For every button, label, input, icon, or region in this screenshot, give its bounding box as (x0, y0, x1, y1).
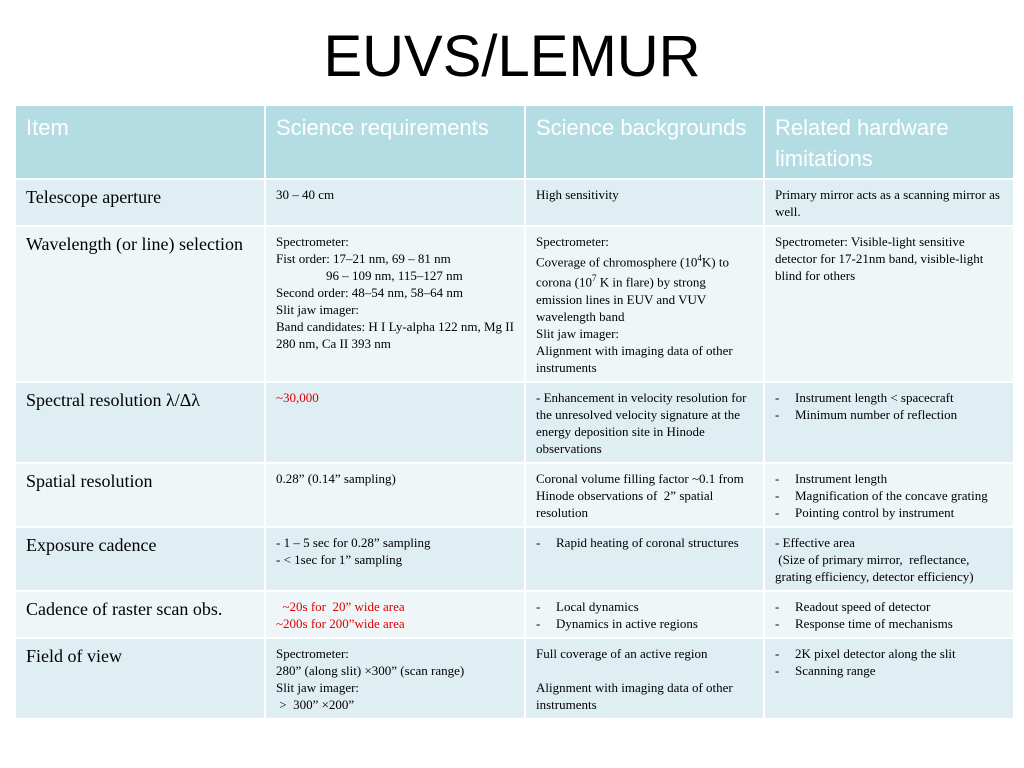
requirement-cell: ~20s for 20” wide area ~200s for 200”wide area (265, 591, 525, 638)
item-cell: Telescope aperture (15, 179, 265, 226)
requirements-table (14, 104, 1015, 720)
header-hardware-limitations: Related hardware limitations (764, 105, 1014, 179)
table-row (15, 527, 1014, 591)
table-row (15, 382, 1014, 463)
background-cell: - Local dynamics - Dynamics in active regions (525, 591, 764, 638)
item-cell: Exposure cadence (15, 527, 265, 591)
hardware-cell: Spectrometer: Visible-light sensitive detector for 17-21nm band, visible-light blind for others (764, 226, 1014, 382)
requirement-cell: 30 – 40 cm (265, 179, 525, 226)
requirement-cell: Spectrometer: Fist order: 17–21 nm, 69 – 81 nm 96 – 109 nm, 115–127 nm Second order: 48–54 nm, 58–64 nm Slit jaw imager: Band candidates: H I Ly-alpha 122 nm, Mg II 280 nm, Ca II 393 nm (265, 226, 525, 382)
hardware-cell: Primary mirror acts as a scanning mirror as well. (764, 179, 1014, 226)
background-cell: Spectrometer: Coverage of chromosphere $(10^4K)$ to corona ($10^7$ K in flare) by strong emission lines in EUV and VUV wavelength band Slit jaw imager: Alignment with imaging data of other instruments (525, 226, 764, 382)
table-row (15, 179, 1014, 226)
table-row (15, 226, 1014, 382)
hardware-cell: - 2K pixel detector along the slit - Scanning range (764, 638, 1014, 719)
background-cell: - Enhancement in velocity resolution for the unresolved velocity signature at the energy deposition site in Hinode observations (525, 382, 764, 463)
item-cell: Cadence of raster scan obs. (15, 591, 265, 638)
background-cell: High sensitivity (525, 179, 764, 226)
header-item: Item (15, 105, 265, 179)
slide-title: EUVS/LEMUR (323, 24, 701, 89)
header-science-requirements: Science requirements (265, 105, 525, 179)
hardware-cell: - Instrument length < spacecraft - Minimum number of reflection (764, 382, 1014, 463)
table-header-row (15, 105, 1014, 179)
requirement-cell: - 1 – 5 sec for 0.28” sampling - < 1sec for 1” sampling (265, 527, 525, 591)
item-cell: Wavelength (or line) selection (15, 226, 265, 382)
hardware-cell: - Readout speed of detector - Response time of mechanisms (764, 591, 1014, 638)
hardware-cell: - Effective area (Size of primary mirror, reflectance, grating efficiency, detector efficiency) (764, 527, 1014, 591)
header-science-backgrounds: Science backgrounds (525, 105, 764, 179)
item-cell: Spectral resolution λ/Δλ (15, 382, 265, 463)
hardware-cell: - Instrument length - Magnification of the concave grating - Pointing control by instrument (764, 463, 1014, 527)
requirement-cell: ~30,000 (265, 382, 525, 463)
requirement-cell: Spectrometer: 280” (along slit) ×300” (scan range) Slit jaw imager: > 300” ×200” (265, 638, 525, 719)
background-cell: Coronal volume filling factor ~0.1 from Hinode observations of 2” spatial resolution (525, 463, 764, 527)
background-cell: Full coverage of an active region Alignment with imaging data of other instruments (525, 638, 764, 719)
table-row (15, 638, 1014, 719)
item-cell: Field of view (15, 638, 265, 719)
requirement-cell: 0.28” (0.14” sampling) (265, 463, 525, 527)
table-row (15, 463, 1014, 527)
background-cell: - Rapid heating of coronal structures (525, 527, 764, 591)
table-row (15, 591, 1014, 638)
item-cell: Spatial resolution (15, 463, 265, 527)
